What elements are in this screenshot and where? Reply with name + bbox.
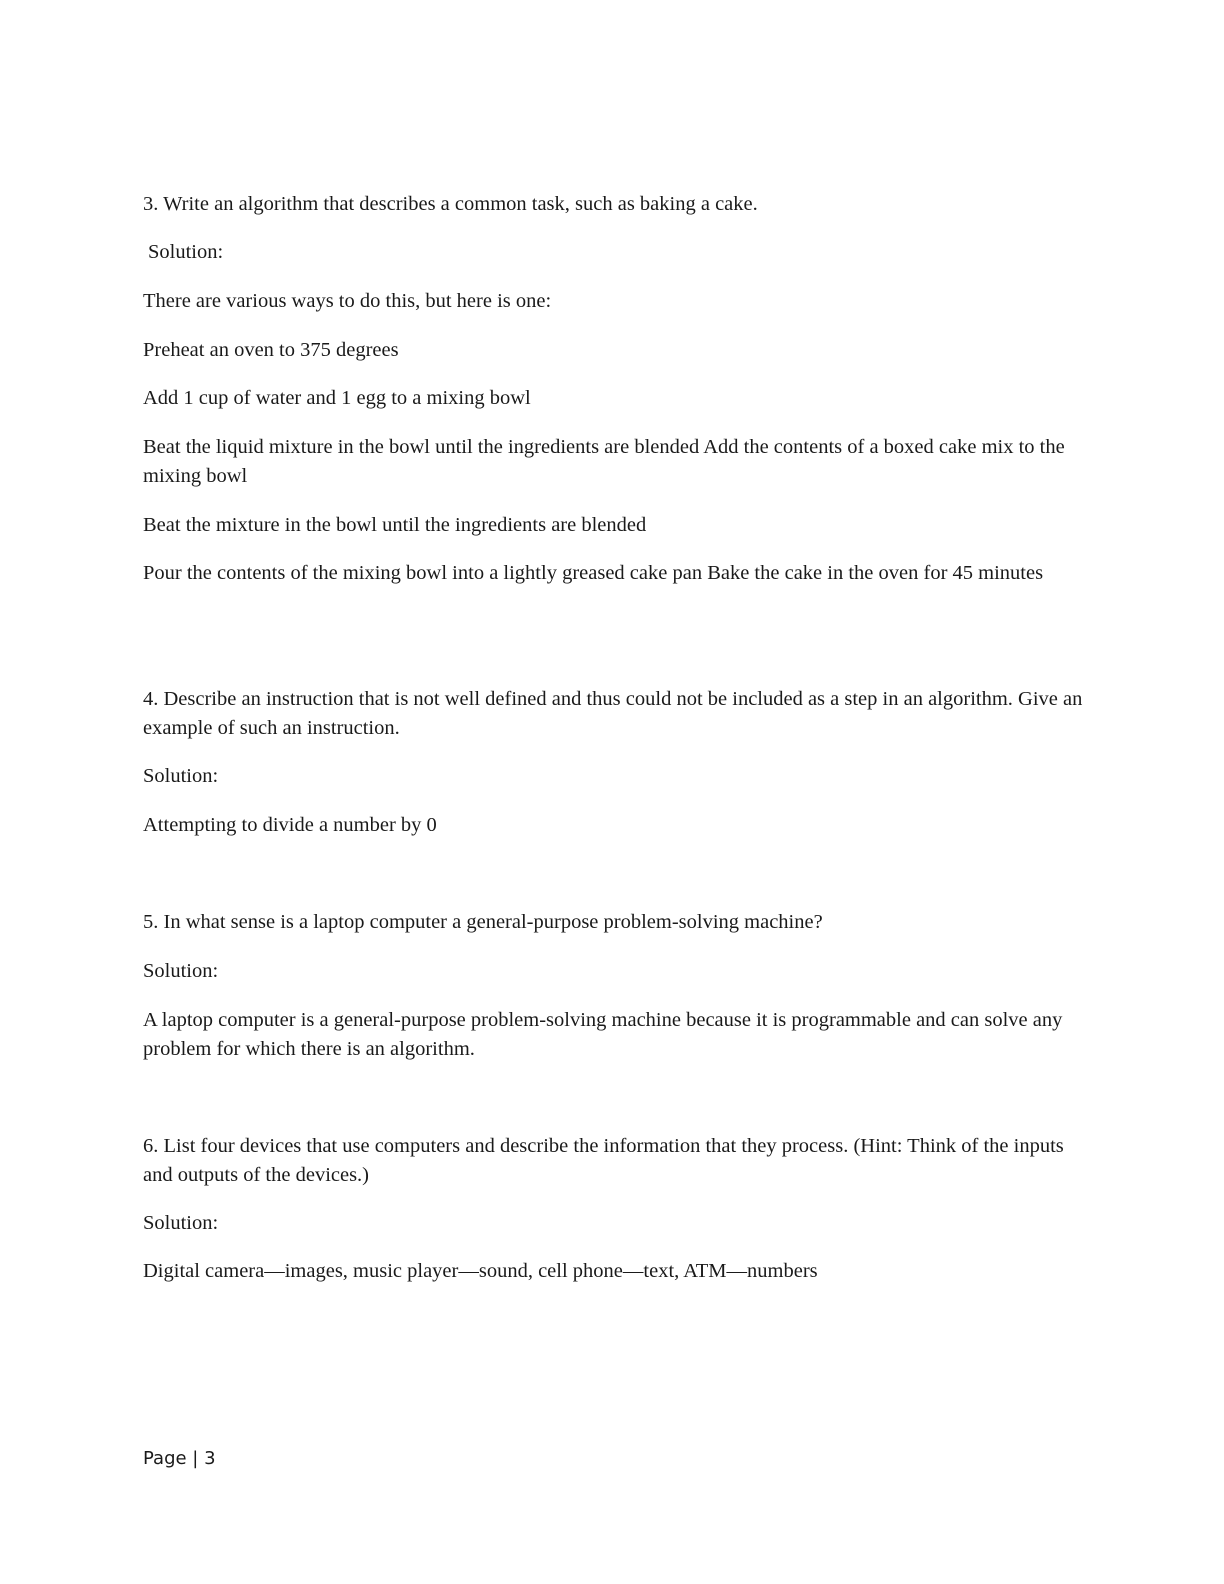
question-5-answer: A laptop computer is a general-purpose problem-solving machine because it is programmable and can solve any problem for which there is an algorithm.: [143, 1009, 1063, 1060]
question-3-step: Beat the mixture in the bowl until the ingredients are blended: [143, 514, 647, 536]
question-4-solution-label: Solution:: [143, 765, 219, 787]
question-3-intro: There are various ways to do this, but here is one:: [143, 290, 552, 312]
question-5-prompt: 5. In what sense is a laptop computer a general-purpose problem-solving machine?: [143, 911, 823, 933]
question-6-answer: Digital camera—images, music player—sound, cell phone—text, ATM—numbers: [143, 1260, 818, 1282]
page-number-footer: Page | 3: [143, 1448, 216, 1469]
question-4-prompt: 4. Describe an instruction that is not well defined and thus could not be included as a step in an algorithm. Give an example of such an instruction.: [143, 688, 1083, 739]
question-4-answer: Attempting to divide a number by 0: [143, 814, 437, 836]
question-3-prompt: 3. Write an algorithm that describes a common task, such as baking a cake.: [143, 193, 758, 215]
question-6-solution-label: Solution:: [143, 1212, 219, 1234]
question-3-step: Pour the contents of the mixing bowl into a lightly greased cake pan Bake the cake in the oven for 45 minutes: [143, 562, 1044, 584]
question-3-step: Beat the liquid mixture in the bowl until the ingredients are blended Add the contents of a boxed cake mix to the mixing bowl: [143, 436, 1065, 487]
question-5-solution-label: Solution:: [143, 960, 219, 982]
question-3-solution-label: Solution:: [148, 241, 224, 263]
question-3-step: Add 1 cup of water and 1 egg to a mixing bowl: [143, 387, 531, 409]
question-3-step: Preheat an oven to 375 degrees: [143, 339, 399, 361]
question-6-prompt: 6. List four devices that use computers and describe the information that they process. (Hint: Think of the inputs and outputs of the devices.): [143, 1135, 1064, 1186]
